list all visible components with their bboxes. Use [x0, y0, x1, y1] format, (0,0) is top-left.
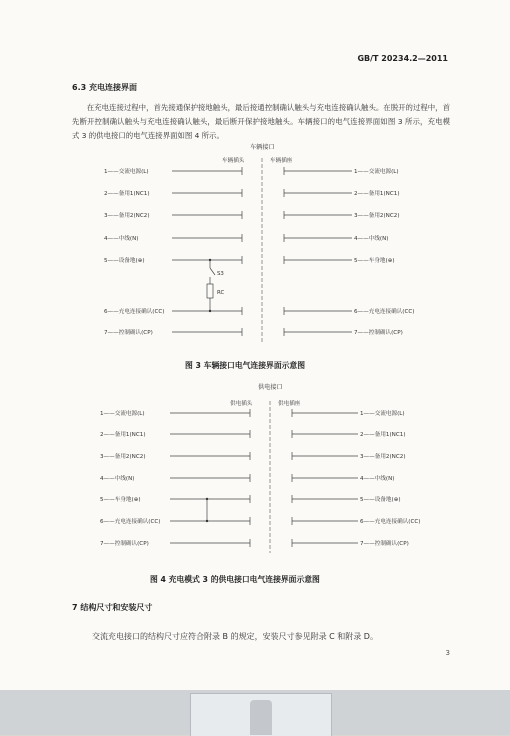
- figure4-right-label: 6——充电连接确认(CC): [360, 519, 421, 525]
- figure4-right-label: 1——交流电源(L): [360, 411, 405, 417]
- figure4-left-label: 6——充电连接确认(CC): [100, 519, 161, 525]
- figure4-right-header: 供电插座: [278, 401, 301, 407]
- figure4-left-label: 7——控制确认(CP): [100, 541, 149, 547]
- figure4-right-label: 7——控制确认(CP): [360, 541, 409, 547]
- figure3-right-label: 6——充电连接确认(CC): [354, 309, 415, 315]
- figure3-left-label: 1——交流电源(L): [104, 169, 149, 175]
- figure3-left-label: 3——备用2(NC2): [104, 213, 150, 219]
- figure4-left-label: 3——备用2(NC2): [100, 454, 146, 460]
- figure4-left-header: 供电插头: [230, 401, 253, 407]
- figure-4-caption: 图 4 充电模式 3 的供电接口电气连接界面示意图: [150, 575, 320, 584]
- standard-number: GB/T 20234.2—2011: [357, 54, 448, 63]
- figure4-right-label: 2——备用1(NC1): [360, 432, 406, 438]
- figure3-right-label: 5——车身地(⊕): [354, 258, 395, 264]
- section-7-paragraph: 交流充电接口的结构尺寸应符合附录 B 的规定，安装尺寸参见附录 C 和附录 D。: [92, 632, 378, 641]
- figure3-resistor-label: RC: [217, 290, 225, 296]
- figure3-left-header: 车辆插头: [222, 158, 245, 164]
- section-6-3-paragraph: 在充电连接过程中，首先接通保护接地触头，最后接通控制确认触头与充电连接确认触头。在脱开的过程中，首先断开控制确认触头与充电连接确认触头，最后断开保护接地触头。车辆接口的电气连接界面如图 3 所示，充电模式 3 的供电接口的电气连接界面如图 4 所示。: [72, 103, 450, 140]
- figure4-right-label: 3——备用2(NC2): [360, 454, 406, 460]
- figure4-right-label: 4——中线(N): [360, 476, 395, 482]
- section-6-3-heading: 6.3 充电连接界面: [72, 83, 137, 92]
- figure4-left-label: 2——备用1(NC1): [100, 432, 146, 438]
- figure4-left-label: 4——中线(N): [100, 476, 135, 482]
- figure4-right-label: 5——设备地(⊕): [360, 497, 401, 503]
- figure3-right-label: 3——备用2(NC2): [354, 213, 400, 219]
- figure4-left-label: 1——交流电源(L): [100, 411, 145, 417]
- figure3-right-label: 4——中线(N): [354, 236, 389, 242]
- figure3-left-label: 2——备用1(NC1): [104, 191, 150, 197]
- section-7-heading: 7 结构尺寸和安装尺寸: [72, 603, 153, 612]
- figure3-right-header: 车辆插座: [270, 158, 293, 164]
- figure4-junction-dot: [206, 520, 208, 522]
- figure3-left-label: 6——充电连接确认(CC): [104, 309, 165, 315]
- figure3-interface-title: 车辆接口: [250, 144, 275, 151]
- figure3-left-label: 5——设备地(⊕): [104, 258, 145, 264]
- figure3-switch-label: S3: [217, 271, 224, 277]
- figure-3-caption: 图 3 车辆接口电气连接界面示意图: [185, 361, 306, 370]
- figure4-interface-title: 供电接口: [258, 384, 283, 391]
- figure3-right-label: 7——控制确认(CP): [354, 330, 403, 336]
- figure3-left-label: 7——控制确认(CP): [104, 330, 153, 336]
- figure3-right-label: 2——备用1(NC1): [354, 191, 400, 197]
- figure3-right-label: 1——交流电源(L): [354, 169, 399, 175]
- figure3-left-label: 4——中线(N): [104, 236, 139, 242]
- figure4-left-label: 5——车身地(⊕): [100, 497, 141, 503]
- page-number: 3: [445, 649, 450, 657]
